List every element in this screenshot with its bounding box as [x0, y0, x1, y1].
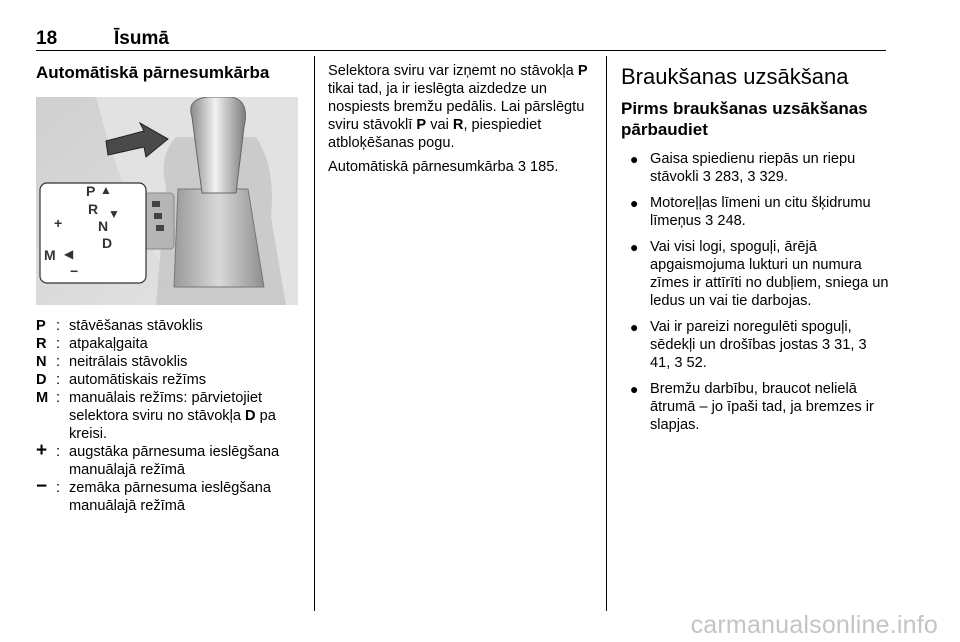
bullet-icon: ●: [630, 195, 639, 211]
arrow-up-icon: ▲: [100, 183, 112, 197]
legend-key: M: [36, 390, 49, 406]
gearbox-title: Automātiskā pārnesumkārba: [36, 63, 270, 82]
legend-text: augstāka pārnesuma ieslēgšana manuālajā režīmā: [69, 444, 280, 478]
page-header: [36, 22, 886, 51]
legend-text: manuālais režīms: pārvietojiet selektora sviru no stāvokļa D pa kreisi.: [69, 390, 276, 442]
figure-label-d: D: [102, 235, 113, 251]
checklist: [621, 150, 889, 434]
legend-text: neitrālais stāvoklis: [69, 354, 188, 370]
legend-key: D: [36, 372, 47, 388]
legend-row-p: P : stāvēšanas stāvoklis: [36, 317, 298, 335]
start-driving-title: Braukšanas uzsākšana: [621, 64, 849, 89]
figure-label-m: M: [44, 247, 56, 263]
legend-key: N: [36, 354, 47, 370]
legend-row-m: M : manuālais režīms: pārvietojiet selektora sviru no stāvokļa D pa kreisi.: [36, 389, 298, 443]
legend-row-n: N : neitrālais stāvoklis: [36, 353, 298, 371]
figure-label-minus: −: [70, 263, 79, 279]
legend-row-r: R : atpakaļgaita: [36, 335, 298, 353]
section-title: Īsumā: [114, 28, 169, 49]
figure-label-p: P: [86, 183, 96, 199]
column-divider-2: [606, 56, 607, 611]
check-before-driving-subtitle: Pirms braukšanas uzsākšanas pārbaudiet: [621, 99, 868, 139]
list-item: ● Gaisa spiedienu riepās un riepu stāvokli 3 283, 3 329.: [630, 151, 856, 185]
legend-row-plus: + : augstāka pārnesuma ieslēgšana manuālajā režīmā: [36, 443, 298, 479]
list-item: ● Motoreļļas līmeni un citu šķidrumu līmeņus 3 248.: [630, 195, 871, 229]
legend-text: automātiskais režīms: [69, 372, 207, 388]
legend-row-minus: − : zemāka pārnesuma ieslēgšana manuālajā režīmā: [36, 479, 298, 515]
arrow-down-icon: ▼: [108, 207, 120, 221]
gear-legend: [36, 317, 298, 515]
gearbox-reference: Automātiskā pārnesumkārba 3 185.: [328, 159, 559, 175]
gear-selector-illustration: [36, 97, 298, 305]
page-ref-icon: 3: [517, 159, 526, 175]
list-item: ● Bremžu darbību, braucot nelielā ātrumā – jo īpaši tad, ja bremzes ir slapjas.: [630, 381, 874, 433]
list-item: ● Vai visi logi, spoguļi, ārējā apgaismojuma lukturi un numura zīmes ir attīrīti no dubļiem, sniega un ledus un vai tie darbojas.: [630, 239, 889, 309]
list-item: ● Vai ir pareizi noregulēti spoguļi, sēdekļi un drošības jostas 3 31, 3 41, 3 52.: [630, 319, 867, 371]
legend-text: zemāka pārnesuma ieslēgšana manuālajā režīmā: [69, 480, 271, 514]
bullet-icon: ●: [630, 381, 639, 397]
legend-key: −: [36, 476, 48, 497]
arrow-left-icon: ◀: [64, 247, 74, 261]
legend-text: stāvēšanas stāvoklis: [69, 318, 203, 334]
column-selector-info: [328, 62, 596, 182]
watermark: carmanualsonline.info: [690, 611, 938, 639]
column-start-driving: [621, 62, 889, 442]
column-automatic-gearbox: [36, 62, 298, 515]
figure-label-r: R: [88, 201, 99, 217]
bullet-icon: ●: [630, 319, 639, 335]
bullet-icon: ●: [630, 239, 639, 255]
page-ref-link[interactable]: 185.: [530, 159, 559, 175]
legend-key: P: [36, 318, 46, 334]
legend-key: R: [36, 336, 47, 352]
figure-label-plus: +: [54, 215, 63, 231]
legend-text: atpakaļgaita: [69, 336, 148, 352]
legend-row-d: D : automātiskais režīms: [36, 371, 298, 389]
page-number: 18: [36, 28, 58, 49]
bullet-icon: ●: [630, 151, 639, 167]
selector-paragraph: Selektora sviru var izņemt no stāvokļa P tikai tad, ja ir ieslēgta aizdedze un nospiests bremžu pedālis. Lai pārslēgtu sviru stāvoklī P vai R, piespiediet atbloķēšanas pogu.: [328, 63, 588, 151]
figure-label-n: N: [98, 218, 109, 234]
legend-key: +: [36, 440, 48, 461]
column-divider-1: [314, 56, 315, 611]
